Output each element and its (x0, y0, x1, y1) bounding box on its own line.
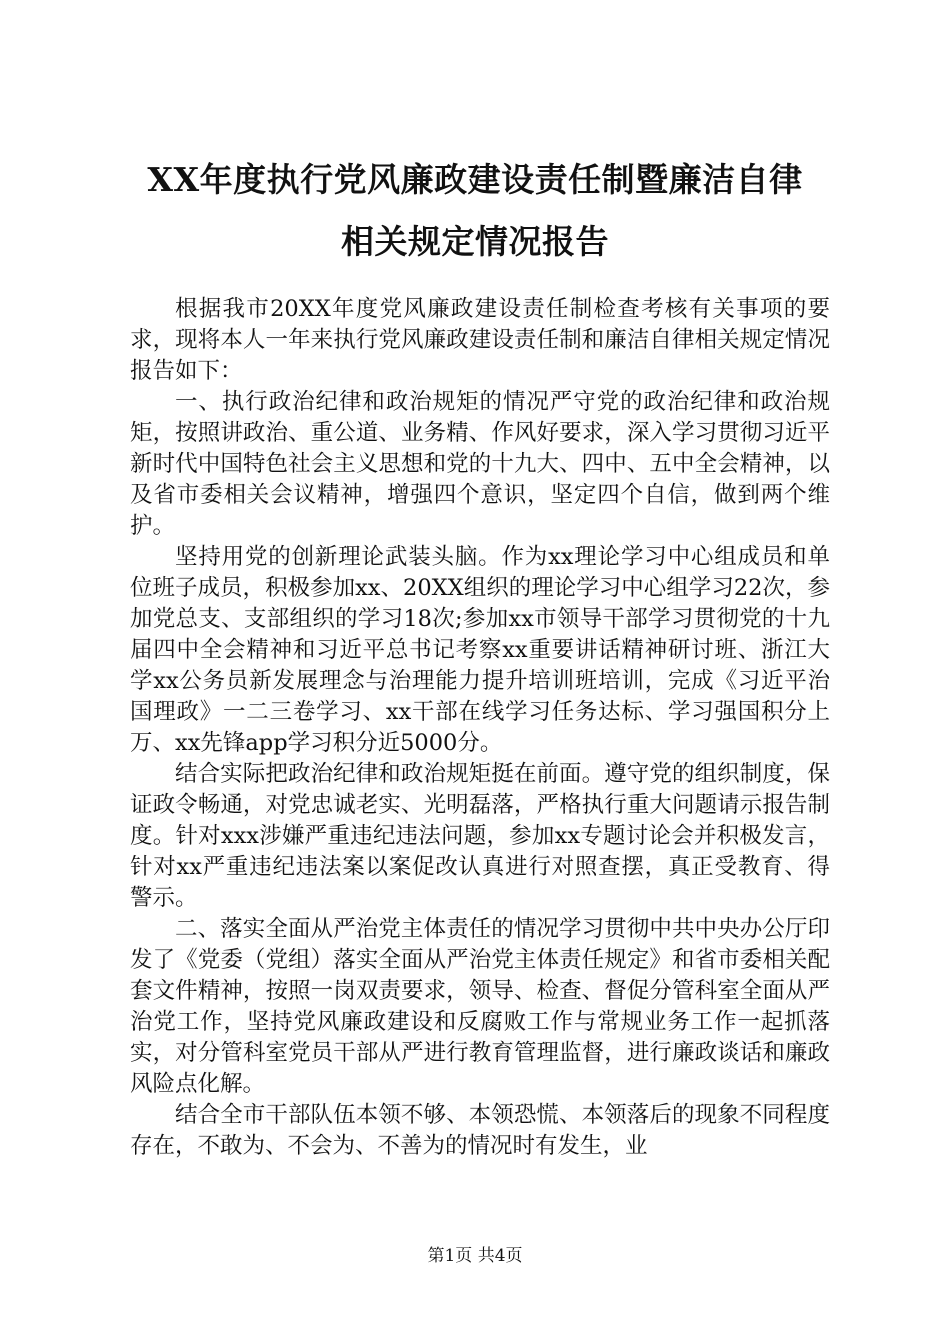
paragraph: 坚持用党的创新理论武装头脑。作为xx理论学习中心组成员和单位班子成员，积极参加xx、20XX组织的理论学习中心组学习22次，参加党总支、支部组织的学习18次;参加xx市领导干部学习贯彻党的十九届四中全会精神和习近平总书记考察xx重要讲话精神研讨班、浙江大学xx公务员新发展理念与治理能力提升培训班培训，完成《习近平治国理政》一二三卷学习、xx干部在线学习任务达标、学习强国积分上万、xx先锋app学习积分近5000分。 (130, 544, 830, 756)
paragraph: 结合全市干部队伍本领不够、本领恐慌、本领落后的现象不同程度存在，不敢为、不会为、不善为的情况时有发生，业 (130, 1102, 830, 1159)
page-footer: 第1页 共4页 (427, 1246, 523, 1266)
document-title-line-1: XX年度执行党风廉政建设责任制暨廉洁自律 (147, 160, 803, 199)
document-body (130, 294, 830, 1162)
paragraph: 一、执行政治纪律和政治规矩的情况严守党的政治纪律和政治规矩，按照讲政治、重公道、业务精、作风好要求，深入学习贯彻习近平新时代中国特色社会主义思想和党的十九大、四中、五中全会精神，以及省市委相关会议精神，增强四个意识，坚定四个自信，做到两个维护。 (130, 389, 830, 539)
paragraph: 结合实际把政治纪律和政治规矩挺在前面。遵守党的组织制度，保证政令畅通，对党忠诚老实、光明磊落，严格执行重大问题请示报告制度。针对xxx涉嫌严重违纪违法问题，参加xx专题讨论会并积极发言，针对xx严重违纪违法案以案促改认真进行对照查摆，真正受教育、得警示。 (130, 761, 830, 911)
paragraph: 二、落实全面从严治党主体责任的情况学习贯彻中共中央办公厅印发了《党委（党组）落实全面从严治党主体责任规定》和省市委相关配套文件精神，按照一岗双责要求，领导、检查、督促分管科室全面从严治党工作，坚持党风廉政建设和反腐败工作与常规业务工作一起抓落实，对分管科室党员干部从严进行教育管理监督，进行廉政谈话和廉政风险点化解。 (130, 916, 830, 1097)
paragraph: 根据我市20XX年度党风廉政建设责任制检查考核有关事项的要求，现将本人一年来执行党风廉政建设责任制和廉洁自律相关规定情况报告如下： (130, 296, 830, 384)
document-title-line-2: 相关规定情况报告 (341, 222, 609, 261)
